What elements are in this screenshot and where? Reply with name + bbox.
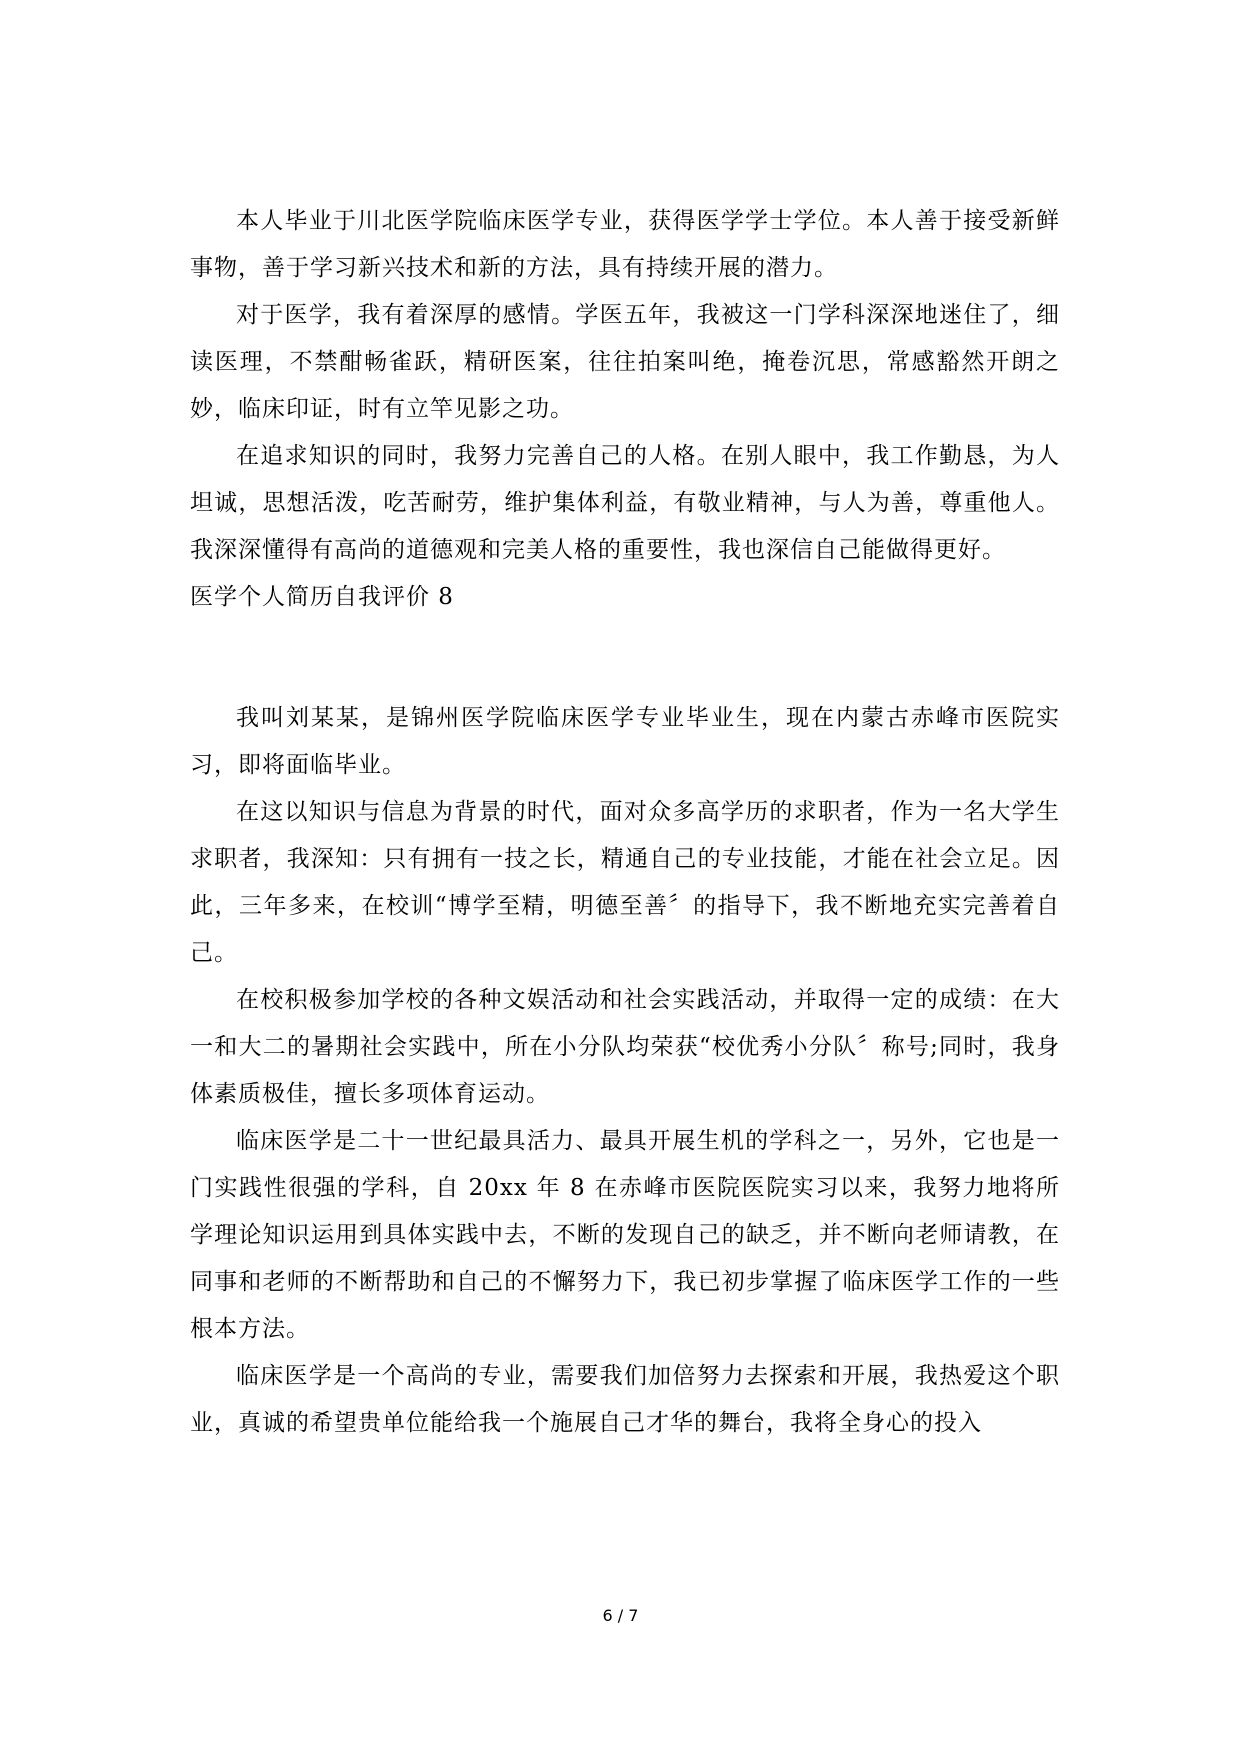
paragraph: 临床医学是一个高尚的专业，需要我们加倍努力去探索和开展，我热爱这个职业，真诚的希望贵单位能给我一个施展自己才华的舞台，我将全身心的投入 bbox=[190, 1363, 1060, 1436]
paragraph: 在这以知识与信息为背景的时代，面对众多高学历的求职者，作为一名大学生求职者，我深知：只有拥有一技之长，精通自己的专业技能，才能在社会立足。因此，三年多来，在校训“博学至精，明德至善〞的指导下，我不断地充实完善着自己。 bbox=[190, 799, 1060, 966]
paragraph: 在校积极参加学校的各种文娱活动和社会实践活动，并取得一定的成绩：在大一和大二的暑期社会实践中，所在小分队均荣获“校优秀小分队〞称号;同时，我身体素质极佳，擅长多项体育运动。 bbox=[190, 987, 1060, 1107]
section-heading: 医学个人简历自我评价 8 bbox=[190, 584, 454, 610]
page-number: 6 / 7 bbox=[602, 1606, 639, 1625]
paragraph: 在追求知识的同时，我努力完善自己的人格。在别人眼中，我工作勤恳，为人坦诚，思想活泼，吃苦耐劳，维护集体利益，有敬业精神，与人为善，尊重他人。我深深懂得有高尚的道德观和完美人格的重要性，我也深信自己能做得更好。 bbox=[190, 443, 1060, 563]
paragraph: 临床医学是二十一世纪最具活力、最具开展生机的学科之一，另外，它也是一门实践性很强的学科，自 20xx 年 8 在赤峰市医院医院实习以来，我努力地将所学理论知识运用到具体实践中去，不断的发现自己的缺乏，并不断向老师请教，在同事和老师的不断帮助和自己的不懈努力下，我已初步掌握了临床医学工作的一些根本方法。 bbox=[190, 1128, 1060, 1342]
paragraph: 我叫刘某某，是锦州医学院临床医学专业毕业生，现在内蒙古赤峰市医院实习，即将面临毕业。 bbox=[190, 705, 1060, 778]
paragraph: 本人毕业于川北医学院临床医学专业，获得医学学士学位。本人善于接受新鲜事物，善于学习新兴技术和新的方法，具有持续开展的潜力。 bbox=[190, 208, 1060, 281]
spacer bbox=[190, 621, 1060, 695]
paragraph: 对于医学，我有着深厚的感情。学医五年，我被这一门学科深深地迷住了，细读医理，不禁酣畅雀跃，精研医案，往往拍案叫绝，掩卷沉思，常感豁然开朗之妙，临床印证，时有立竿见影之功。 bbox=[190, 302, 1060, 422]
document-body bbox=[190, 198, 1060, 1447]
